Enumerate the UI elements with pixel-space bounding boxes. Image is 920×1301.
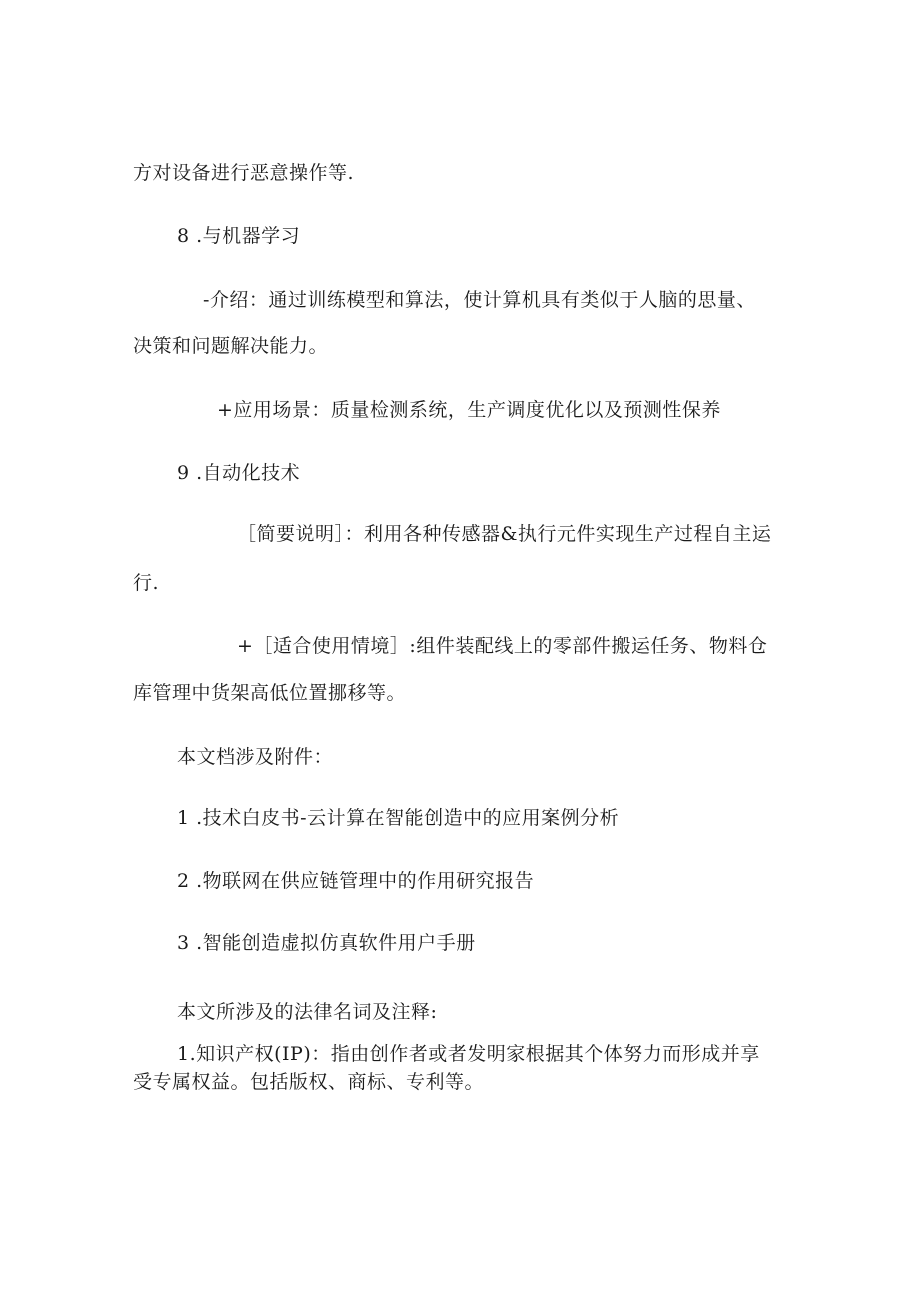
attachment-item-2: 2 .物联网在供应链管理中的作用研究报告 (177, 870, 535, 892)
attachment-item-3: 3 .智能创造虚拟仿真软件用户手册 (177, 932, 476, 954)
legal-term-item-1-cont: 受专属权益。包括版权、商标、专利等。 (133, 1071, 485, 1093)
text-line-ml-intro-cont: 决策和问题解决能力。 (133, 335, 329, 357)
text-line-automation-usage-cont: 库管理中货架高低位置挪移等。 (133, 682, 407, 704)
text-line-ml-intro: -介绍：通过训练模型和算法，使计算机具有类似于人脑的思量、 (203, 289, 756, 311)
text-line-automation-summary-cont: 行. (133, 572, 160, 594)
text-line-ml-applications: +应用场景：质量检测系统，生产调度优化以及预测性保养 (217, 399, 721, 421)
text-line-continuation: 方对设备进行恶意操作等. (133, 162, 355, 184)
heading-machine-learning: 8 .与机器学习 (177, 225, 301, 247)
heading-automation: 9 .自动化技术 (177, 462, 301, 484)
heading-legal-terms: 本文所涉及的法律名词及注释: (177, 1001, 438, 1023)
heading-attachments: 本文档涉及附件： (177, 746, 334, 768)
legal-term-item-1: 1.知识产权(IP)：指由创作者或者发明家根据其个体努力而形成并享 (177, 1043, 760, 1065)
text-line-automation-usage: +［适合使用情境］:组件装配线上的零部件搬运任务、物料仓 (237, 635, 768, 657)
text-line-automation-summary: ［简要说明］：利用各种传感器&执行元件实现生产过程自主运 (237, 523, 772, 545)
attachment-item-1: 1 .技术白皮书-云计算在智能创造中的应用案例分析 (177, 807, 620, 829)
